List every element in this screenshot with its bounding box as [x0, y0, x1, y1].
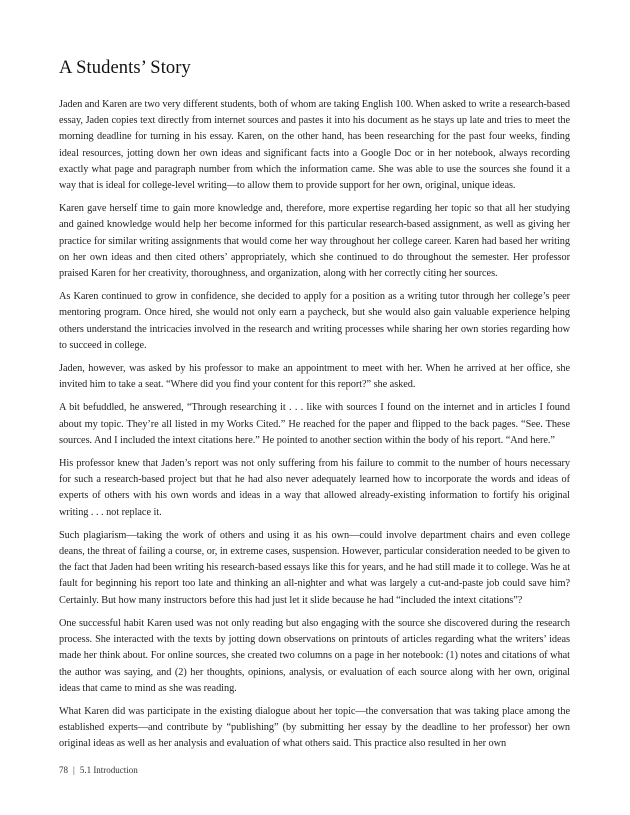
paragraph: Jaden, however, was asked by his professor to make an appointment to meet with her. When he arrived at her office, she invited him to take a seat. “Where did you find your content for this report?” she asked. [59, 363, 570, 391]
footer-section-title: 5.1 Introduction [79, 765, 138, 775]
paragraph: One successful habit Karen used was not only reading but also engaging with the source she discovered during the research process. She interacted with the texts by jotting down observations on printouts of articles regarding what the writers’ ideas made her think about. For online sources, she created two columns on a page in her notebook: (1) notes and citations of what the author was saying, and (2) her thoughts, opinions, analysis, or evaluation of each source along with her own, original ideas that came to mind as she was reading. [59, 617, 570, 694]
body-text [59, 97, 570, 753]
page-footer [59, 765, 138, 775]
paragraph: What Karen did was participate in the existing dialogue about her topic—the conversation that was taking place among the established experts—and contribute by “publishing” (by submitting her essay by the deadline to her professor) her own original ideas as well as her analysis and evaluation of what others said. This practice also resulted in her own [59, 705, 570, 750]
paragraph: Jaden and Karen are two very different students, both of whom are taking English 100. When asked to write a research-based essay, Jaden copies text directly from internet sources and pastes it into his document as he stays up late and tries to meet the morning deadline for turning in his essay. Karen, on the other hand, has been researching for the past four weeks, finding ideal resources, jotting down her own ideas and significant facts into a Google Doc or in her notebook, always recording exactly what page and paragraph number from which the information came. She was able to use the sources she found it a way that is ideal for college-level writing—to allow them to provide support for her own, original, unique ideas. [59, 99, 570, 192]
paragraph: His professor knew that Jaden’s report was not only suffering from his failure to commit to the number of hours necessary for such a research-based project but that he had also never adequately learned how to incorporate the words and ideas of experts of others with his own words and ideas in a way that allowed already-existing information to fortify his original writing . . . not replace it. [59, 458, 570, 518]
page-number: 78 [59, 765, 68, 775]
footer-separator: | [73, 765, 75, 775]
paragraph: A bit befuddled, he answered, “Through researching it . . . like with sources I found on the internet and in articles I found about my topic. They’re all listed in my Works Cited.” He reached for the paper and flipped to the back pages. “See. These sources. And I included the intext citations here.” He pointed to another section within the body of his report. “And here.” [59, 402, 570, 446]
paragraph: Karen gave herself time to gain more knowledge and, therefore, more expertise regarding her topic so that all her studying and gained knowledge would help her become informed for this particular research-based assignment, as well as giving her practice for similar writing assignments that would come her way throughout her college career. Karen had based her writing on her own ideas and then cited others’ appropriately, which she continued to do throughout the semester. Her professor praised Karen for her creativity, thoroughness, and organization, along with her correctly citing her sources. [59, 203, 570, 280]
paragraph: As Karen continued to grow in confidence, she decided to apply for a position as a writing tutor through her college’s peer mentoring program. Once hired, she would not only earn a paycheck, but she would also gain valuable experience helping others understand the intricacies involved in the research and writing processes while sharing her own stories regarding how to succeed in college. [59, 291, 570, 351]
section-heading: A Students’ Story [59, 58, 191, 78]
paragraph: Such plagiarism—taking the work of others and using it as his own—could involve department chairs and even college deans, the threat of failing a course, or, in extreme cases, suspension. However, particular consideration needed to be given to the fact that Jaden had been writing his research-based essays like this for years, and he had still made it to college. Was he at fault for beginning his report too late and thinking an all-nighter and what was largely a cut-and-paste job could save him? Certainly. But how many instructors before this had just let it slide because he had “included the intext citations”? [59, 529, 570, 606]
